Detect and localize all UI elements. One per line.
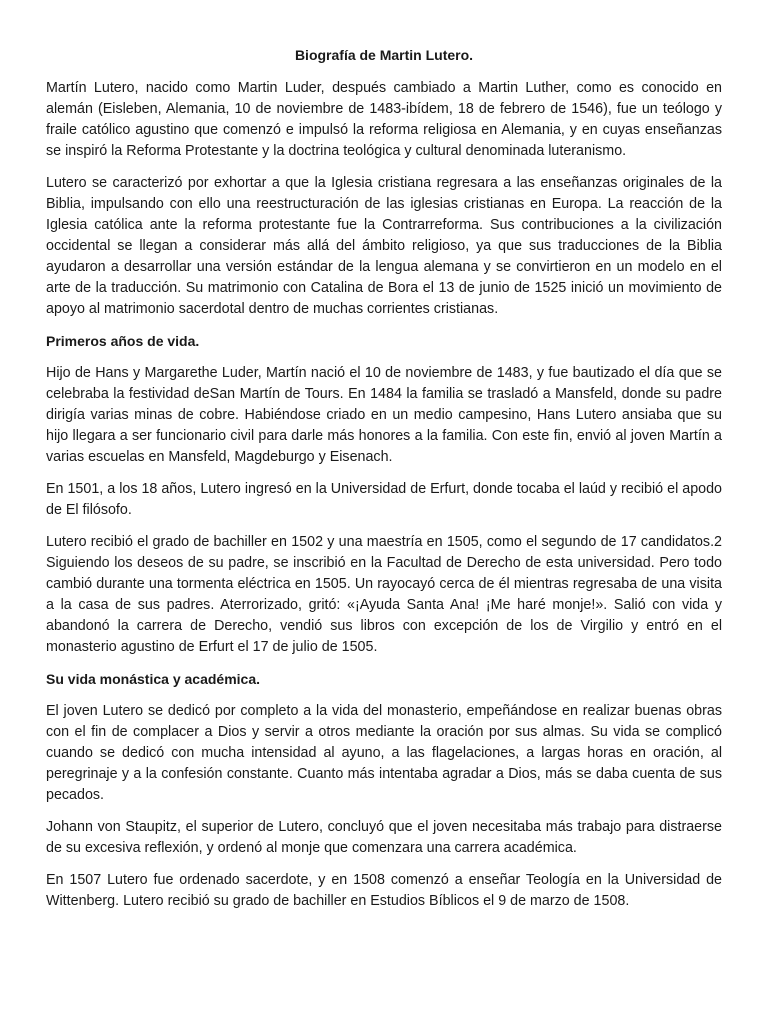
section-heading-early-life: Primeros años de vida.: [46, 333, 200, 349]
early-life-paragraph-1: Hijo de Hans y Margarethe Luder, Martín nació el 10 de noviembre de 1483, y fue bautizado el día que se celebraba la festividad deSan Martín de Tours. En 1484 la familia se trasladó a Mansfeld, donde su padre dirigía varias minas de cobre. Habiéndose criado en un medio campesino, Hans Lutero ansiaba que su hijo llegara a ser funcionario civil para darle más honores a la familia. Con este fin, envió al joven Martín a varias escuelas en Mansfeld, Magdeburgo y Eisenach.: [46, 365, 722, 465]
monastic-paragraph-2: Johann von Staupitz, el superior de Lutero, concluyó que el joven necesitaba más trabajo para distraerse de su excesiva reflexión, y ordenó al monje que comenzara una carrera académica.: [46, 819, 722, 856]
monastic-paragraph-1: El joven Lutero se dedicó por completo a la vida del monasterio, empeñándose en realizar buenas obras con el fin de complacer a Dios y servir a otros mediante la oración por sus almas. Su vida se complicó cuando se dedicó con mucha intensidad al ayuno, a las flagelaciones, a largas horas en oración, al peregrinaje y a la confesión constante. Cuanto más intentaba agradar a Dios, más se daba cuenta de sus pecados.: [46, 703, 722, 803]
document-title: Biografía de Martin Lutero.: [294, 47, 474, 63]
intro-paragraph-2: Lutero se caracterizó por exhortar a que la Iglesia cristiana regresara a las enseñanzas originales de la Biblia, impulsando con ello una reestructuración de las iglesias cristianas en Europa. La reacción de la Iglesia católica ante la reforma protestante fue la Contrarreforma. Sus contribuciones a la civilización occidental se llegan a considerar más allá del ámbito religioso, ya que sus traducciones de la Biblia ayudaron a desarrollar una versión estándar de la lengua alemana y se convirtieron en un modelo en el arte de la traducción. Su matrimonio con Catalina de Bora el 13 de junio de 1525 inició un movimiento de apoyo al matrimonio sacerdotal dentro de muchas corrientes cristianas.: [46, 175, 722, 317]
section-heading-monastic-life: Su vida monástica y académica.: [46, 671, 260, 687]
intro-paragraph-1: Martín Lutero, nacido como Martin Luder, después cambiado a Martin Luther, como es conocido en alemán (Eisleben, Alemania, 10 de noviembre de 1483-ibídem, 18 de febrero de 1546), fue un teólogo y fraile católico agustino que comenzó e impulsó la reforma religiosa en Alemania, y en cuyas enseñanzas se inspiró la Reforma Protestante y la doctrina teológica y cultural denominada luteranismo.: [46, 80, 722, 159]
monastic-paragraph-3: En 1507 Lutero fue ordenado sacerdote, y en 1508 comenzó a enseñar Teología en la Universidad de Wittenberg. Lutero recibió su grado de bachiller en Estudios Bíblicos el 9 de marzo de 1508.: [46, 872, 722, 909]
early-life-paragraph-2: En 1501, a los 18 años, Lutero ingresó en la Universidad de Erfurt, donde tocaba el laúd y recibió el apodo de El filósofo.: [46, 481, 722, 518]
early-life-paragraph-3: Lutero recibió el grado de bachiller en 1502 y una maestría en 1505, como el segundo de 17 candidatos.2 Siguiendo los deseos de su padre, se inscribió en la Facultad de Derecho de esta universidad. Pero todo cambió durante una tormenta eléctrica en 1505. Un rayocayó cerca de él mientras regresaba de una visita a la casa de sus padres. Aterrorizado, gritó: «¡Ayuda Santa Ana! ¡Me haré monje!». Salió con vida y abandonó la carrera de Derecho, vendió sus libros con excepción de los de Virgilio y entró en el monasterio agustino de Erfurt el 17 de julio de 1505.: [46, 534, 722, 655]
